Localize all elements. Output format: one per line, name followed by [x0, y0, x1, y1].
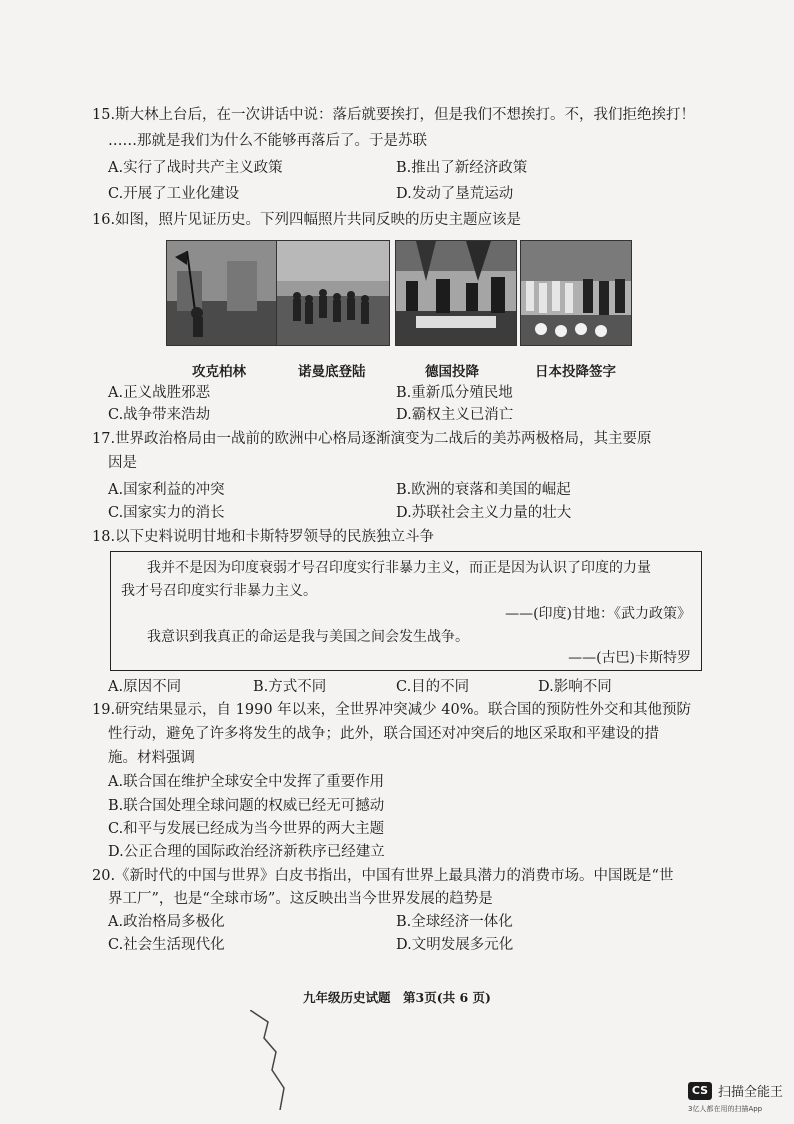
- photo-caption-normandy: 诺曼底登陆: [298, 364, 366, 380]
- scanner-app-name: 扫描全能王: [718, 1085, 784, 1100]
- q18-quote-castro: 我意识到我真正的命运是我与美国之间会发生战争。: [147, 629, 469, 645]
- q19-option-d: D.公正合理的国际政治经济新秩序已经建立: [108, 844, 385, 860]
- q18-option-a: A.原因不同: [108, 679, 182, 695]
- q20-stem-line1: 20.《新时代的中国与世界》白皮书指出，中国有世界上最具潜力的消费市场。中国既是“世: [92, 868, 674, 884]
- q17-option-d: D.苏联社会主义力量的壮大: [396, 505, 572, 521]
- q15-option-b: B.推出了新经济政策: [396, 160, 528, 176]
- q16-option-c: C.战争带来浩劫: [108, 407, 211, 423]
- photo-caption-japan-surrender: 日本投降签字: [535, 364, 616, 380]
- scanner-app-tagline: 3亿人都在用的扫描App: [688, 1105, 763, 1113]
- q15-option-a: A.实行了战时共产主义政策: [108, 160, 283, 176]
- q19-stem-line1: 19.研究结果显示，自 1990 年以来，全世界冲突减少 40%。联合国的预防性外交和其他预防: [92, 702, 692, 718]
- q18-source-castro: ——(古巴)卡斯特罗: [568, 650, 691, 666]
- q19-option-b: B.联合国处理全球问题的权威已经无可撼动: [108, 798, 385, 814]
- q15-stem-line1: 15.斯大林上台后，在一次讲话中说：落后就要挨打，但是我们不想挨打。不，我们拒绝挨打！: [92, 107, 696, 123]
- q19-option-a: A.联合国在维护全球安全中发挥了重要作用: [108, 774, 385, 790]
- q18-source-gandhi: ——(印度)甘地：《武力政策》: [505, 606, 691, 622]
- q17-option-b: B.欧洲的衰落和美国的崛起: [396, 482, 571, 498]
- q17-stem-line2: 因是: [108, 455, 137, 471]
- cs-logo-icon: CS: [688, 1082, 712, 1100]
- q16-option-a: A.正义战胜邪恶: [108, 385, 211, 401]
- q16-option-d: D.霸权主义已消亡: [396, 407, 514, 423]
- photo-normandy: [276, 240, 390, 346]
- q16-option-b: B.重新瓜分殖民地: [396, 385, 513, 401]
- q20-option-d: D.文明发展多元化: [396, 937, 514, 953]
- q18-stem: 18.以下史料说明甘地和卡斯特罗领导的民族独立斗争: [92, 529, 435, 545]
- q15-option-c: C.开展了工业化建设: [108, 186, 240, 202]
- photo-caption-german-surrender: 德国投降: [425, 364, 479, 380]
- q19-option-c: C.和平与发展已经成为当今世界的两大主题: [108, 821, 385, 837]
- q17-stem-line1: 17.世界政治格局由一战前的欧洲中心格局逐渐演变为二战后的美苏两极格局，其主要原: [92, 431, 652, 447]
- photo-german-surrender: [395, 240, 517, 346]
- q18-option-b: B.方式不同: [253, 679, 327, 695]
- q19-stem-line3: 施。材料强调: [108, 750, 195, 766]
- q17-option-c: C.国家实力的消长: [108, 505, 225, 521]
- q18-option-c: C.目的不同: [396, 679, 470, 695]
- q17-option-a: A.国家利益的冲突: [108, 482, 225, 498]
- q20-option-b: B.全球经济一体化: [396, 914, 513, 930]
- q15-stem-line2: ……那就是我们为什么不能够再落后了。于是苏联: [108, 133, 427, 149]
- q18-option-d: D.影响不同: [538, 679, 612, 695]
- photo-caption-berlin: 攻克柏林: [192, 364, 246, 380]
- q18-quote-gandhi-line1: 我并不是因为印度衰弱才号召印度实行非暴力主义，而正是因为认识了印度的力量: [147, 560, 651, 576]
- q16-stem: 16.如图，照片见证历史。下列四幅照片共同反映的历史主题应该是: [92, 212, 522, 228]
- q20-stem-line2: 界工厂”，也是“全球市场”。这反映出当今世界发展的趋势是: [108, 891, 493, 907]
- page-footer: 九年级历史试题 第3页(共 6 页): [303, 990, 491, 1005]
- q20-option-c: C.社会生活现代化: [108, 937, 225, 953]
- q19-stem-line2: 性行动，避免了许多将发生的战争；此外，联合国还对冲突后的地区采取和平建设的措: [108, 726, 659, 742]
- q20-option-a: A.政治格局多极化: [108, 914, 225, 930]
- scanner-watermark: [688, 1081, 783, 1100]
- photo-japan-surrender: [520, 240, 632, 346]
- q18-quote-gandhi-line2: 我才号召印度实行非暴力主义。: [121, 583, 317, 599]
- photo-berlin: [166, 240, 278, 346]
- q18-quote-box: [110, 551, 702, 671]
- q15-option-d: D.发动了垦荒运动: [396, 186, 514, 202]
- paper-tear-mark: [250, 1010, 310, 1110]
